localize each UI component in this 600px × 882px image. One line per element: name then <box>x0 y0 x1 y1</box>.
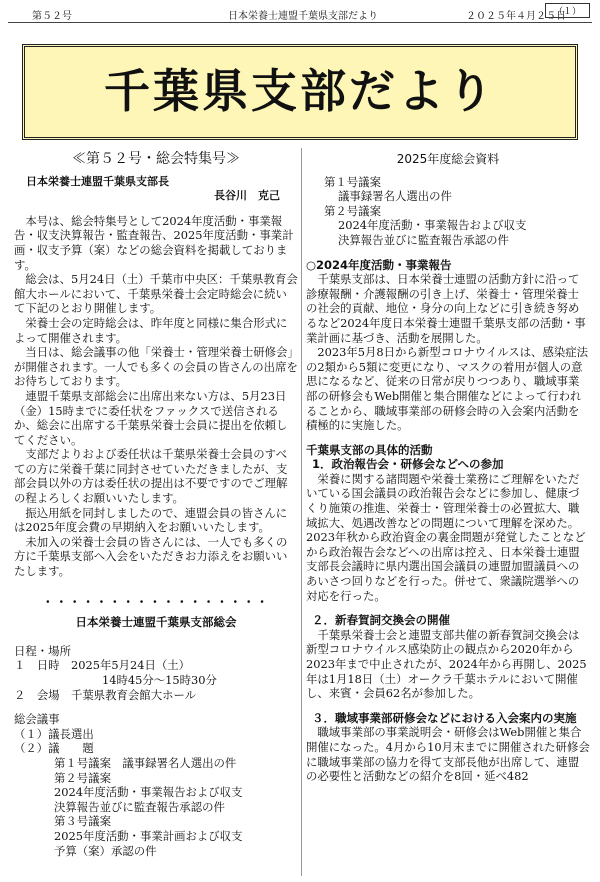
meeting-date: １ 日時 2025年5月24日（土） <box>14 658 191 673</box>
page-number: （１） <box>545 3 590 18</box>
agenda-sub-item: 第２号議案 <box>54 770 111 785</box>
agenda-sub-item: 第１号議案 議事録署名人選出の件 <box>54 755 237 770</box>
agenda-sub-item: 第３号議案 <box>54 814 111 829</box>
intro-paragraph: 総会は、5月24日（土）千葉市中央区：千葉県教育会館大ホールにおいて、千葉県栄養士会定時総会に続いて下記のとおり開催します。 <box>14 272 298 316</box>
top-bar <box>0 0 600 22</box>
intro-paragraph: 本号は、総会特集号として2024年度活動・事業報告・収支決算報告・監査報告、2025年度活動・事業計画・収支予算（案）などの総会資料を掲載しております。 <box>14 213 294 272</box>
agenda-line: 決算報告並びに監査報告承認の件 <box>338 232 509 247</box>
intro-paragraph: 未加入の栄養士会員の皆さんには、一人でも多くの方に千葉県支部へ入会をいただきお力添えをお願いいたします。 <box>14 534 288 579</box>
agenda-item: （１）議長選出 <box>14 726 94 741</box>
agenda-item: （２）議 題 <box>14 741 94 756</box>
schedule-label: 日程・場所 <box>14 643 71 658</box>
left-column <box>14 148 298 858</box>
masthead <box>22 44 578 140</box>
section-2-title: ２．新春賀詞交換会の開催 <box>312 613 450 628</box>
section-3-title: ３．職域事業部研修会などにおける入会案内の実施 <box>312 710 577 725</box>
section-1-title: 1．政治報告会・研修会などへの参加 <box>312 457 504 472</box>
agenda-sub-item: 決算報告並びに監査報告承認の件 <box>54 799 225 814</box>
meeting-venue: ２ 会場 千葉県教育会館大ホール <box>14 687 197 702</box>
issue-number: 第５２号 <box>32 11 72 22</box>
top-rule <box>8 22 592 23</box>
agenda-line: 第１号議案 <box>324 174 381 189</box>
masthead-title: 千葉県支部だより <box>104 64 496 118</box>
section-3-text: 職域事業部の事業説明会・研修会はWeb開催と集合開催になった。4月から10月末までに開催された研修会に職域事業部の協力を得て支部長他が出席して、連盟の必要性と活動などの紹介を8回・延べ482 <box>306 725 590 784</box>
agenda-line: 議事録署名人選出の件 <box>338 189 452 204</box>
dotted-separator: ・・・・・・・・・・・・・・・・・ <box>42 594 270 609</box>
agenda-sub-item: 予算（案）承認の件 <box>54 843 157 858</box>
intro-paragraph: 当日は、総会議事の他「栄養士・管理栄養士研修会」が開催されます。一人でも多くの会員の皆さんの出席をお待ちしております。 <box>14 345 298 389</box>
issue-subtitle: ≪第５２号・総会特集号≫ <box>72 151 240 167</box>
newsletter-name: 日本栄養士連盟千葉県支部だより <box>228 11 378 22</box>
agenda-label: 総会議事 <box>14 712 60 727</box>
intro-paragraph: 支部だよりおよび委任状は千葉県栄養士会員のすべての方に栄養千葉に同封させていただきましたが、支部会員以外の方は委任状の提出は不要ですのでご理解の程よろしくお願いいたします。 <box>14 447 288 506</box>
agenda-sub-item: 2025年度活動・事業計画および収支 <box>54 828 243 843</box>
materials-header: 2025年度総会資料 <box>396 152 500 166</box>
section-1-text: 栄養に関する諸問題や栄養士業務にご理解をいただいている国会議員の政治報告会などに参加し、健康づくり施策の推進、栄養士・管理栄養士の必置拡大、職域拡大、処遇改善などの問題について理解を深めた。2023年秋から政治資金の裏金問題が発覚したことなどから政治報告会などへの出席は控え、日本栄養士連盟支部長会議時に県内選出国会議員の連盟加盟議員へのあいさつ回りなどを行った。併せて、衆議院選挙への対応を行った。 <box>306 471 586 603</box>
specific-activities-title: 千葉県支部の具体的活動 <box>306 442 433 457</box>
meeting-time: 14時45分～15時30分 <box>102 673 217 687</box>
column-divider <box>301 148 302 876</box>
right-column <box>306 148 590 784</box>
report-title: ○2024年度活動・事業報告 <box>306 257 452 272</box>
intro-paragraph: 振込用紙を同封しましたので、連盟会員の皆さんには2025年度会費の早期納入をお願いいたします。 <box>14 505 288 535</box>
agenda-sub-item: 2024年度活動・事業報告および収支 <box>54 785 243 800</box>
section-2-text: 千葉県栄養士会と連盟支部共催の新春賀詞交換会は新型コロナウイルス感染防止の観点から2020年から2023年まで中止されたが、2024年から再開し、2025年は1月18日（土）オークラ千葉ホテルにおいて開催し、来賓・会員62名が参加した。 <box>306 627 587 701</box>
report-paragraph: 2023年5月8日から新型コロナウイルスは、感染症法の2類から5類に変更になり、マスクの着用が個人の意思になるなど、従来の日常が戻りつつあり、職域事業部の研修会もWeb開催と集合開催などによって行われることから、職域事業部の研修会時の入会案内活動を積極的に実施した。 <box>306 345 589 433</box>
issue-date: ２０２５年４月２５日 <box>466 11 566 22</box>
agenda-line: 第２号議案 <box>324 203 381 218</box>
report-paragraph: 千葉県支部は、日本栄養士連盟の活動方針に沿って診療報酬・介護報酬の引き上げ、栄養士・管理栄養士の社会的貢献、地位・身分の向上などに引き続き努めるなど2024年度日本栄養士連盟千葉県支部の活動・事業計画に基づき、活動を展開した。 <box>306 272 586 345</box>
author-organization: 日本栄養士連盟千葉県支部長 <box>26 174 169 188</box>
meeting-title: 日本栄養士連盟千葉県支部総会 <box>75 615 237 630</box>
agenda-line: 2024年度活動・事業報告および収支 <box>338 218 527 233</box>
author-name: 長谷川 克己 <box>214 189 280 203</box>
intro-paragraph: 連盟千葉県支部総会に出席出来ない方は、5月23日（金）15時までに委任状をファックスで送信されるか、総会に出席する千葉県栄養士会員に提出を依頼してください。 <box>14 388 288 447</box>
intro-paragraph: 栄養士会の定時総会は、昨年度と同様に集合形式によって開催されます。 <box>14 315 288 345</box>
